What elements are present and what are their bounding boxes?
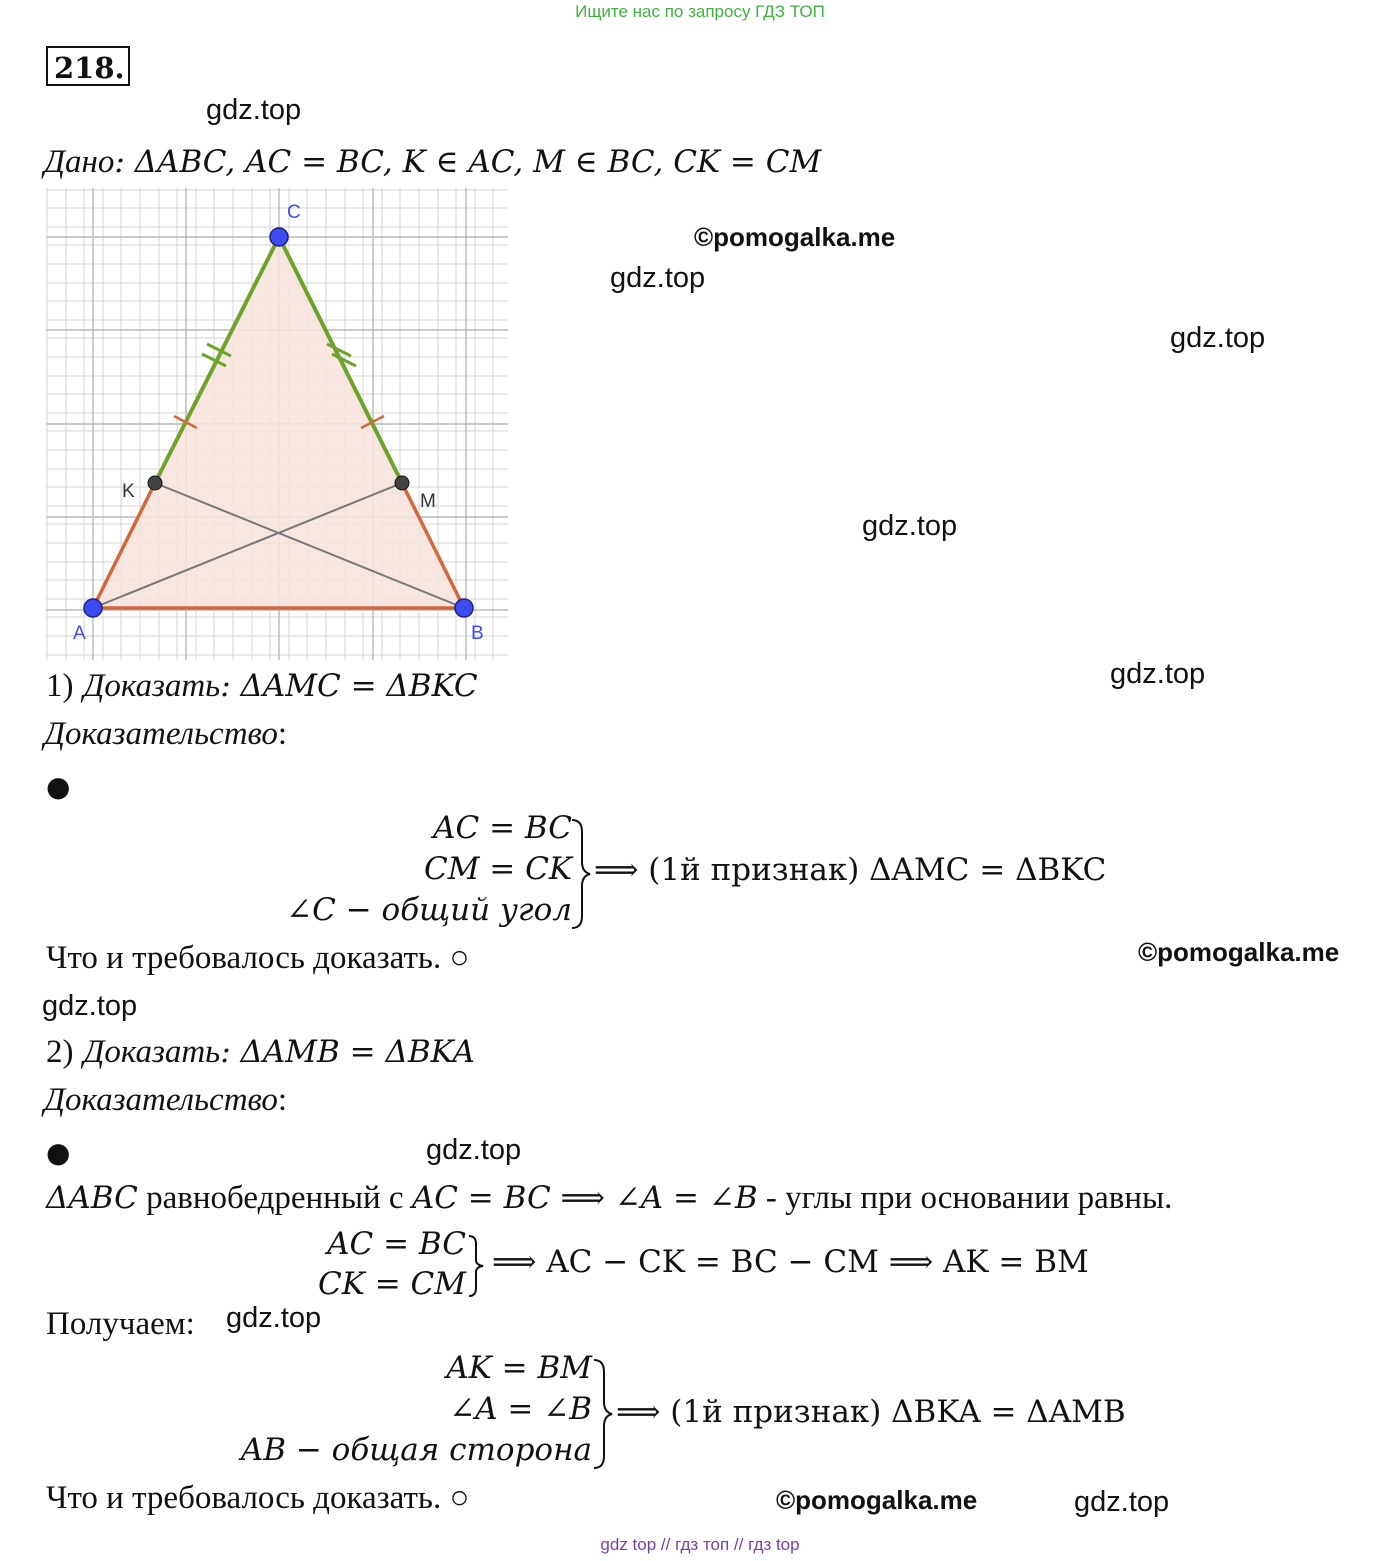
qed: Что и требовалось доказать. ○ <box>46 940 470 976</box>
problem-number: 218. <box>46 46 130 86</box>
part1-number: 1) <box>46 668 74 704</box>
system-line: ∠A = ∠B <box>449 1391 592 1427</box>
getting-label: Получаем: <box>46 1306 195 1342</box>
watermark-gdz: gdz.top <box>226 1302 322 1334</box>
part1-title <box>46 668 478 705</box>
system-line: AC = BC <box>433 810 572 846</box>
point-C <box>270 228 288 246</box>
system-line: AC = BC <box>327 1226 466 1262</box>
triangle-fill <box>93 237 464 608</box>
system-line: CK = CM <box>317 1266 466 1302</box>
part1-proof-heading <box>44 716 287 753</box>
point-B <box>455 599 473 617</box>
given-line <box>44 144 821 181</box>
watermark-pomogalka: ©pomogalka.me <box>1138 937 1340 967</box>
proof-label: Доказательство <box>44 1082 278 1118</box>
part2-proof-heading <box>44 1082 287 1119</box>
right-brace <box>590 1358 614 1470</box>
label-K: K <box>122 481 135 502</box>
part2-number: 2) <box>46 1034 74 1070</box>
proof-label: Доказательство <box>44 716 278 752</box>
triangle-figure <box>46 188 512 664</box>
given-label: Дано <box>44 144 115 180</box>
isosceles-statement: ΔABC равнобедренный с AC = BC ⟹ ∠A = ∠B - углы при основании равны. <box>46 1180 1173 1216</box>
label-B: B <box>471 623 484 644</box>
part1-expression: : ΔAMC = ΔBKC <box>220 668 478 704</box>
point-K <box>148 476 162 490</box>
watermark-gdz: gdz.top <box>42 990 138 1022</box>
point-M <box>395 476 409 490</box>
given-expression: : ΔABC, AC = BC, K ∈ AC, M ∈ BC, CK = CM <box>114 144 822 180</box>
top-banner: Ищите нас по запросу ГДЗ ТОП <box>575 2 825 21</box>
part2-label: Доказать <box>83 1034 221 1070</box>
point-A <box>84 599 102 617</box>
part2-conclusion1: ⟹ AC − CK = BC − CM ⟹ AK = BM <box>492 1244 1089 1280</box>
system-line: AK = BM <box>446 1350 592 1386</box>
qed: Что и требовалось доказать. ○ <box>46 1480 470 1516</box>
system-line: CM = CK <box>423 851 572 887</box>
watermark-gdz: gdz.top <box>862 510 958 542</box>
system-line: AB − общая сторона <box>240 1432 592 1468</box>
bullet: ● <box>46 770 71 803</box>
label-C: C <box>287 202 301 223</box>
watermark-pomogalka: ©pomogalka.me <box>694 222 896 252</box>
part2-expression: : ΔAMB = ΔBKA <box>220 1034 475 1070</box>
watermark-gdz: gdz.top <box>610 262 706 294</box>
watermark-gdz: gdz.top <box>426 1134 522 1166</box>
watermark-gdz: gdz.top <box>1110 658 1206 690</box>
watermark-gdz: gdz.top <box>206 94 302 126</box>
proof-colon: : <box>277 716 288 752</box>
right-brace <box>466 1234 486 1298</box>
label-A: A <box>73 623 86 644</box>
watermark-pomogalka: ©pomogalka.me <box>776 1485 978 1515</box>
proof-colon: : <box>277 1082 288 1118</box>
footer-links: gdz top // гдз топ // гдз top <box>600 1535 800 1554</box>
part2-title <box>46 1034 475 1071</box>
right-brace <box>568 818 592 930</box>
part1-label: Доказать <box>83 668 221 704</box>
part1-conclusion: ⟹ (1й признак) ΔAMC = ΔBKC <box>594 852 1107 888</box>
label-M: M <box>420 491 436 512</box>
bullet: ● <box>46 1136 71 1169</box>
system-line: ∠C − общий угол <box>286 892 572 928</box>
watermark-gdz: gdz.top <box>1170 322 1266 354</box>
watermark-gdz: gdz.top <box>1074 1486 1170 1518</box>
part2-conclusion2: ⟹ (1й признак) ΔBKA = ΔAMB <box>616 1394 1126 1430</box>
